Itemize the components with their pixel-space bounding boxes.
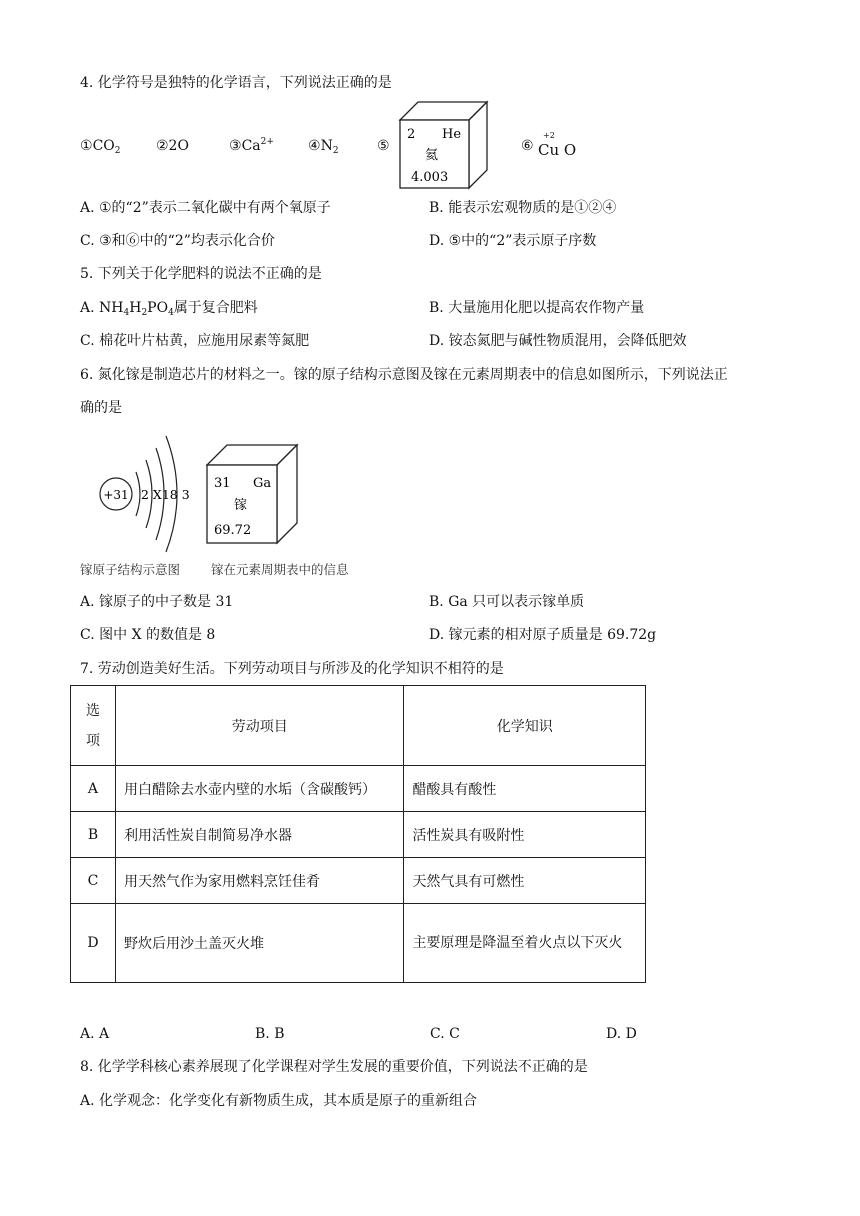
q7-answer-b: B. B (255, 1026, 285, 1042)
header-knowledge: 化学知识 (404, 686, 646, 766)
q6-option-b: B. Ga 只可以表示镓单质 (429, 594, 585, 610)
row-option: D (71, 904, 116, 983)
gallium-element-cell (205, 443, 303, 545)
helium-element-cell (398, 100, 494, 190)
q4-symbol-1: $①CO_2$ (80, 138, 121, 156)
q4-symbol-4: $④N_2$ (308, 138, 339, 156)
ga-atomic-number: 31 (214, 476, 231, 491)
diagram-caption-cell: 镓在元素周期表中的信息 (211, 562, 349, 577)
row-knowledge: 天然气具有可燃性 (404, 858, 646, 904)
diagram-caption-structure: 镓原子结构示意图 (80, 562, 181, 577)
ga-atomic-mass: 69.72 (214, 523, 252, 538)
row-option: C (71, 858, 116, 904)
electron-shells-label: 2 X18 3 (141, 487, 190, 502)
ga-symbol: Ga (253, 476, 272, 491)
row-knowledge: 活性炭具有吸附性 (404, 812, 646, 858)
q5-option-b: B. 大量施用化肥以提高农作物产量 (429, 300, 645, 316)
q7-answer-d: D. D (606, 1026, 637, 1042)
q7-stem: 7. 劳动创造美好生活。下列劳动项目与所涉及的化学知识不相符的是 (80, 661, 504, 677)
row-knowledge: 主要原理是降温至着火点以下灭火 (404, 904, 646, 983)
q6-option-a: A. 镓原子的中子数是 31 (80, 594, 234, 610)
q4-option-a: A. ①的“2”表示二氧化碳中有两个氧原子 (80, 200, 331, 216)
q6-stem-line2: 确的是 (80, 400, 122, 416)
q6-option-c: C. 图中 X 的数值是 8 (80, 627, 216, 643)
q4-symbol-6-mark: ⑥ (521, 138, 534, 154)
table-row (71, 766, 646, 812)
row-project: 利用活性炭自制简易净水器 (115, 812, 403, 858)
q6-option-d: D. 镓元素的相对原子质量是 69.72g (429, 627, 657, 643)
header-project: 劳动项目 (115, 686, 403, 766)
table-row (71, 858, 646, 904)
q4-symbol-5-mark: ⑤ (377, 138, 390, 154)
q5-stem: 5. 下列关于化学肥料的说法不正确的是 (80, 266, 322, 282)
q4-option-c: C. ③和⑥中的“2”均表示化合价 (80, 233, 275, 249)
row-knowledge: 醋酸具有酸性 (404, 766, 646, 812)
he-atomic-mass: 4.003 (411, 170, 449, 185)
q5-option-d: D. 铵态氮肥与碱性物质混用，会降低肥效 (429, 333, 687, 349)
q4-option-b: B. 能表示宏观物质的是①②④ (429, 200, 617, 216)
row-project: 野炊后用沙土盖灭火堆 (115, 904, 403, 983)
row-option: B (71, 812, 116, 858)
q5-option-a: A. $NH_4H_2PO_4$属于复合肥料 (80, 300, 258, 318)
q7-table (70, 685, 646, 983)
gallium-atom-structure-diagram (96, 432, 192, 558)
q5-option-c: C. 棉花叶片枯黄，应施用尿素等氮肥 (80, 333, 310, 349)
row-project: 用天然气作为家用燃料烹饪佳肴 (115, 858, 403, 904)
q7-table-header (71, 686, 646, 766)
table-row (71, 812, 646, 858)
row-option: A (71, 766, 116, 812)
he-atomic-number: 2 (407, 127, 416, 142)
row-project: 用白醋除去水壶内壁的水垢（含碳酸钙） (115, 766, 403, 812)
q4-stem: 4. 化学符号是独特的化学语言，下列说法正确的是 (80, 75, 392, 91)
table-row (71, 904, 646, 983)
q4-option-d: D. ⑤中的“2”表示原子序数 (429, 233, 597, 249)
header-option: 选 项 (71, 686, 116, 766)
he-name: 氦 (425, 148, 439, 163)
nucleus-charge: +31 (103, 488, 129, 502)
q4-symbol-2: ②2O (156, 138, 189, 154)
cu-valence: +2 (543, 131, 555, 140)
q8-option-a: A. 化学观念：化学变化有新物质生成，其本质是原子的重新组合 (80, 1093, 478, 1109)
q8-stem: 8. 化学学科核心素养展现了化学课程对学生发展的重要价值，下列说法不正确的是 (80, 1059, 588, 1075)
q7-answer-a: A. A (80, 1026, 110, 1042)
ga-name: 镓 (234, 498, 248, 513)
q6-stem-line1: 6. 氮化镓是制造芯片的材料之一。镓的原子结构示意图及镓在元素周期表中的信息如图所示，下列说法正 (80, 367, 728, 383)
q4-symbol-3: $③Ca^{2+}$ (229, 137, 274, 154)
he-symbol: He (442, 127, 462, 142)
q7-answer-c: C. C (430, 1026, 460, 1042)
q4-symbol-6: Cu O (538, 141, 577, 159)
